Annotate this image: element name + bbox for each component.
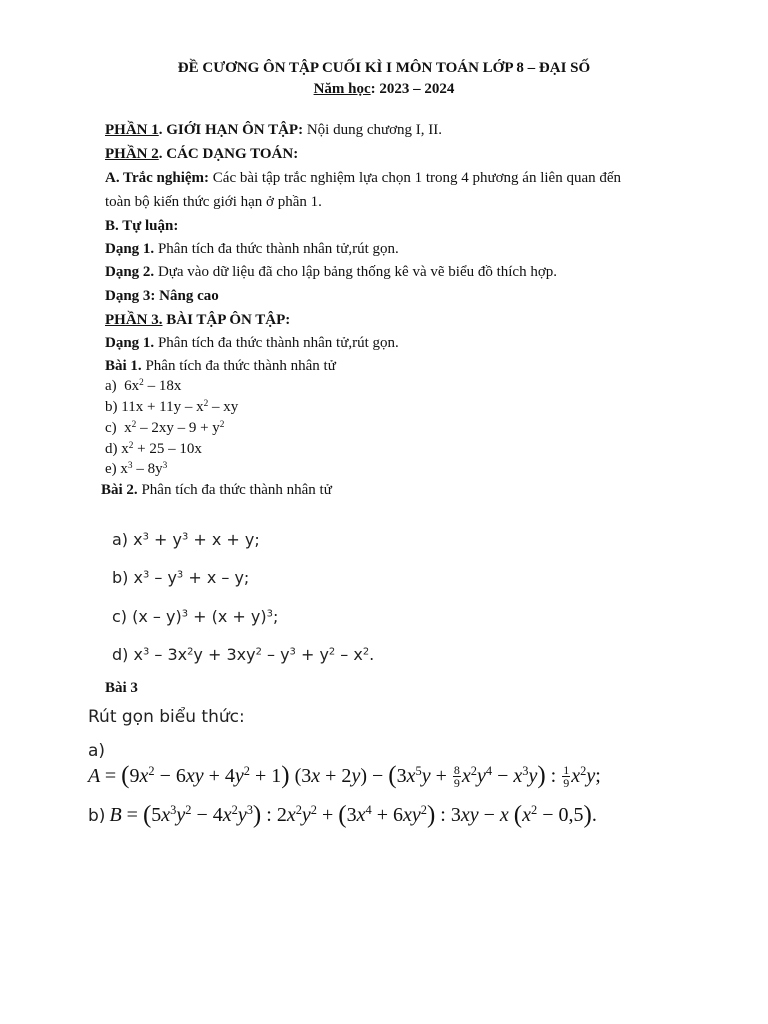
dang1-text: Phân tích đa thức thành nhân tử,rút gọn.	[154, 241, 399, 257]
bai1-item-e: e) $x^3 - 8y^3$	[105, 460, 168, 477]
bai2-item-a-label: a)	[112, 530, 129, 549]
phan1-label: PHẦN 1	[105, 122, 159, 138]
bai1-item-c: c) $x^2 - 2xy - 9 + y^2$	[105, 419, 225, 436]
phan3-dang1-line	[105, 335, 399, 352]
bai1-item-d: d) $x^2 + 25 - 10x$	[105, 440, 202, 457]
bai1-text: Phân tích đa thức thành nhân tử	[141, 358, 336, 374]
bai2-item-b-label: b)	[112, 568, 129, 587]
bai1-item-a: a) $6x^2 - 18x$	[105, 377, 182, 394]
bai1-heading	[105, 358, 336, 375]
school-year	[0, 81, 768, 98]
bai3-a-label: a)	[88, 741, 106, 761]
bai3-label: Bài 3	[105, 680, 138, 696]
trac-nghiem-label: A. Trắc nghiệm:	[105, 170, 210, 186]
bai2-item-d-label: d)	[112, 645, 129, 664]
phan3-dang1-text: Phân tích đa thức thành nhân tử,rút gọn.	[154, 335, 399, 351]
phan2-heading: . CÁC DẠNG TOÁN:	[158, 146, 299, 162]
bai1-label: Bài 1.	[105, 358, 142, 374]
bai1-item-c-label: c)	[105, 420, 117, 436]
bai2-item-c: c) $(x - y)^3 + (x + y)^3$;	[112, 607, 279, 626]
bai2-item-a: a) $x^3 + y^3 + x + y$;	[112, 530, 260, 549]
phan3-label: PHẦN 3.	[105, 312, 163, 328]
phan3-dang1-label: Dạng 1.	[105, 335, 155, 351]
bai1-item-d-label: d)	[105, 441, 118, 457]
tu-luan-label: B. Tự luận:	[105, 218, 179, 234]
bai2-heading	[101, 482, 332, 499]
bai2-item-d: d) $x^3 - 3x^2y + 3xy^2 - y^3 + y^2 - x^2$.	[112, 645, 375, 664]
school-year-label: Năm học	[313, 81, 371, 97]
phan2-label: PHẦN 2	[105, 146, 159, 162]
phan3-heading: BÀI TẬP ÔN TẬP:	[162, 312, 291, 328]
bai2-label: Bài 2.	[101, 482, 138, 498]
phan3-line	[105, 312, 290, 329]
bai1-item-b: b) $11x + 11y - x^2$ – xy	[105, 398, 239, 415]
bai1-item-b-label: b)	[105, 399, 118, 415]
trac-nghiem-text-2: toàn bộ kiến thức giới hạn ở phần 1.	[105, 194, 322, 210]
bai1-item-e-label: e)	[105, 461, 117, 477]
document-title: ĐỀ CƯƠNG ÔN TẬP CUỐI KÌ I MÔN TOÁN LỚP 8 – ĐẠI SỐ	[177, 60, 591, 76]
bai1-item-a-label: a)	[105, 378, 117, 394]
phan1-heading: . GIỚI HẠN ÔN TẬP:	[158, 122, 304, 138]
dang2-line	[105, 264, 557, 281]
bai3-intro: Rút gọn biểu thức:	[88, 707, 245, 727]
bai2-text: Phân tích đa thức thành nhân tử	[137, 482, 332, 498]
trac-nghiem-text: Các bài tập trắc nghiệm lựa chọn 1 trong 4 phương án liên quan đến	[209, 170, 622, 186]
dang1-label: Dạng 1.	[105, 241, 155, 257]
phan2-line	[105, 146, 298, 163]
bai2-item-c-label: c)	[112, 607, 128, 626]
bai3-b-label: b)	[88, 805, 106, 826]
school-year-value: : 2023 – 2024	[370, 81, 455, 97]
bai3-expression-b: b) $B = (5x^3y^2 - 4x^2y^3)$ : $2x^2y^2 + (3x^4 + 6xy^2)$ : 3xy − x $(x^2 - 0,5)$.	[88, 801, 597, 828]
bai2-item-b: b) $x^3 - y^3 + x - y$;	[112, 568, 250, 587]
bai3-expression-a: $A = (9x^2 - 6xy + 4y^2 + 1) (3x + 2y) - (3x^5y$ + $\frac{8}{9}$ $x^2y^4 - x^3y$) : $\frac{1}{9}$ $x^2y$;	[88, 762, 601, 791]
dang3-label: Dạng 3: Nâng cao	[105, 288, 219, 304]
dang2-text: Dựa vào dữ liệu đã cho lập bảng thống kê và vẽ biểu đồ thích hợp.	[154, 264, 558, 280]
dang2-label: Dạng 2.	[105, 264, 155, 280]
phan1-text: Nội dung chương I, II.	[303, 122, 443, 138]
dang1-line	[105, 241, 399, 258]
phan1-line	[105, 122, 442, 139]
trac-nghiem-line	[105, 170, 621, 187]
